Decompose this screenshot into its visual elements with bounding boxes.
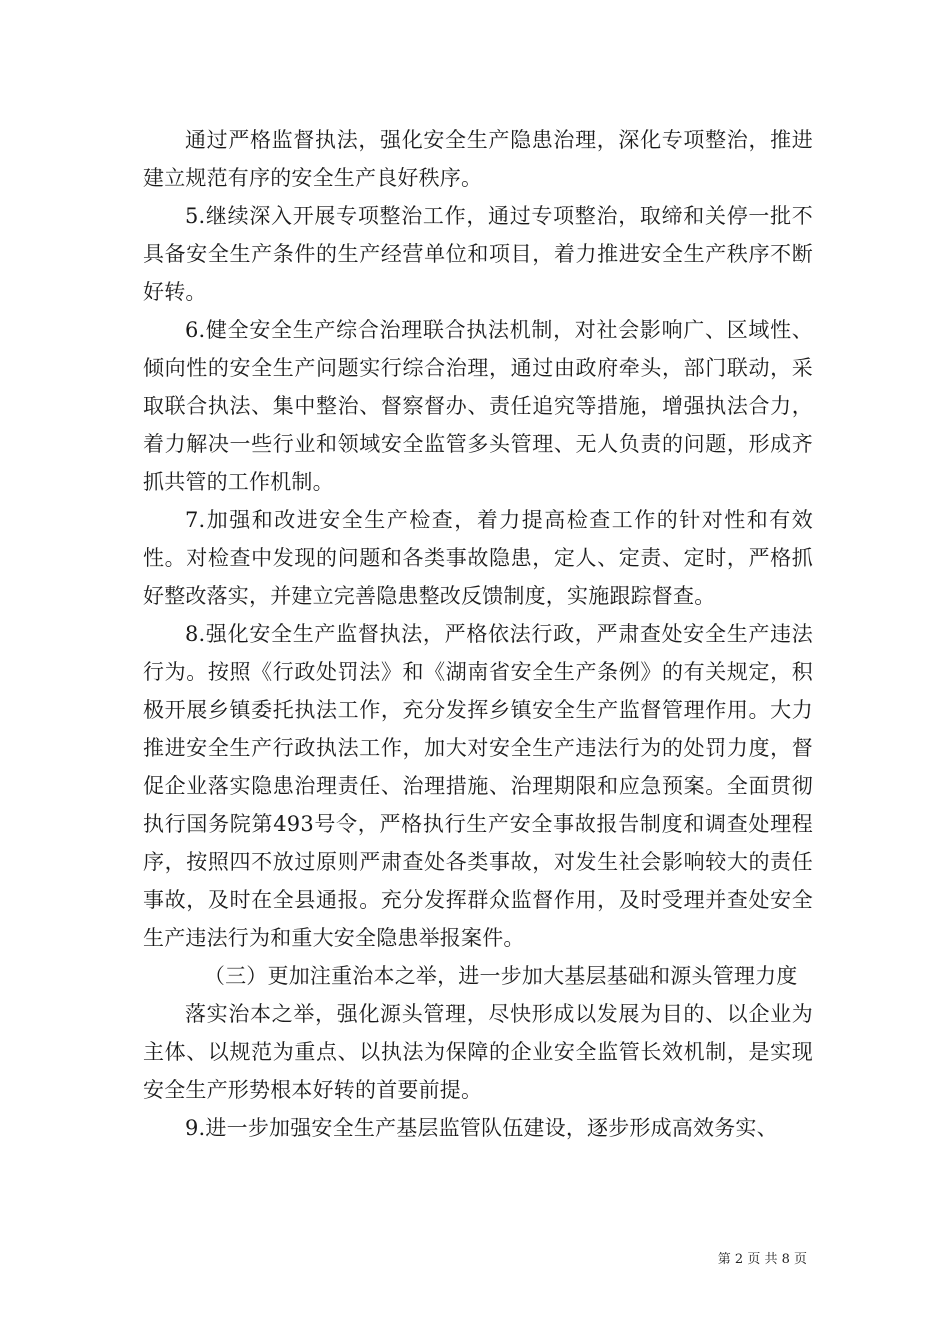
paragraph-item-8: 8.强化安全生产监督执法，严格依法行政，严肃查处安全生产违法行为。按照《行政处罚法》和《湖南省安全生产条例》的有关规定，积极开展乡镇委托执法工作，充分发挥乡镇安全生产监督管理作用。大力推进安全生产行政执法工作，加大对安全生产违法行为的处罚力度，督促企业落实隐患治理责任、治理措施、治理期限和应急预案。全面贯彻执行国务院第493号令，严格执行生产安全事故报告制度和调查处理程序，按照四不放过原则严肃查处各类事故，对发生社会影响较大的责任事故，及时在全县通报。充分发挥群众监督作用，及时受理并查处安全生产违法行为和重大安全隐患举报案件。 (143, 622, 813, 950)
section-heading: （三）更加注重治本之举，进一步加大基层基础和源头管理力度 (203, 964, 798, 988)
page-number: 第 2 页 共 8 页 (717, 1252, 807, 1267)
paragraph-intro: 通过严格监督执法，强化安全生产隐患治理，深化专项整治，推进建立规范有序的安全生产良好秩序。 (143, 128, 813, 190)
paragraph-item-9: 9.进一步加强安全生产基层监管队伍建设，逐步形成高效务实、 (185, 1116, 778, 1140)
document-body (143, 121, 813, 1147)
paragraph-item-6: 6.健全安全生产综合治理联合执法机制，对社会影响广、区域性、倾向性的安全生产问题实行综合治理，通过由政府牵头，部门联动，采取联合执法、集中整治、督察督办、责任追究等措施，增强执法合力，着力解决一些行业和领域安全监管多头管理、无人负责的问题，形成齐抓共管的工作机制。 (143, 318, 813, 494)
paragraph-item-7: 7.加强和改进安全生产检查，着力提高检查工作的针对性和有效性。对检查中发现的问题和各类事故隐患，定人、定责、定时，严格抓好整改落实，并建立完善隐患整改反馈制度，实施跟踪督查。 (143, 508, 813, 608)
paragraph-section-intro: 落实治本之举，强化源头管理，尽快形成以发展为目的、以企业为主体、以规范为重点、以执法为保障的企业安全监管长效机制，是实现安全生产形势根本好转的首要前提。 (143, 1002, 813, 1102)
paragraph-item-5: 5.继续深入开展专项整治工作，通过专项整治，取缔和关停一批不具备安全生产条件的生产经营单位和项目，着力推进安全生产秩序不断好转。 (143, 204, 813, 304)
